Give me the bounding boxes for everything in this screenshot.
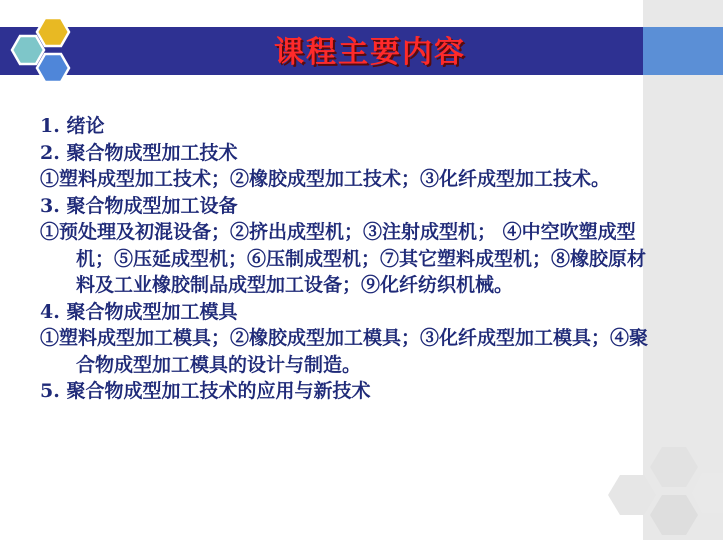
list-item: 5. 聚合物成型加工技术的应用与新技术 [40,380,371,402]
list-item: 4. 聚合物成型加工模具 [40,300,238,323]
hexagon-logo-icon [6,14,96,88]
list-item: ①塑料成型加工技术；②橡胶成型加工技术；③化纤成型加工技术。 [40,168,611,190]
list-item: 1. 绪论 [40,115,105,137]
slide-title: 课程主要内容 [274,35,466,70]
list-item: 2. 聚合物成型加工技术 [40,141,238,164]
title-bar-accent [643,27,723,75]
list-item: 3. 聚合物成型加工设备 [40,194,238,217]
list-item: ①塑料成型加工模具；②橡胶成型加工模具；③化纤成型加工模具；④聚合物成型加工模具的设计与制造。 [40,327,649,376]
hexagon-decoration-icon [604,443,723,540]
list-item: ①预处理及初混设备；②挤出成型机；③注射成型机； ④中空吹塑成型机；⑤压延成型机；⑥压制成型机；⑦其它塑料成型机；⑧橡胶原材料及工业橡胶制品成型加工设备；⑨化纤纺织机械。 [40,221,647,296]
content-list [40,113,648,405]
